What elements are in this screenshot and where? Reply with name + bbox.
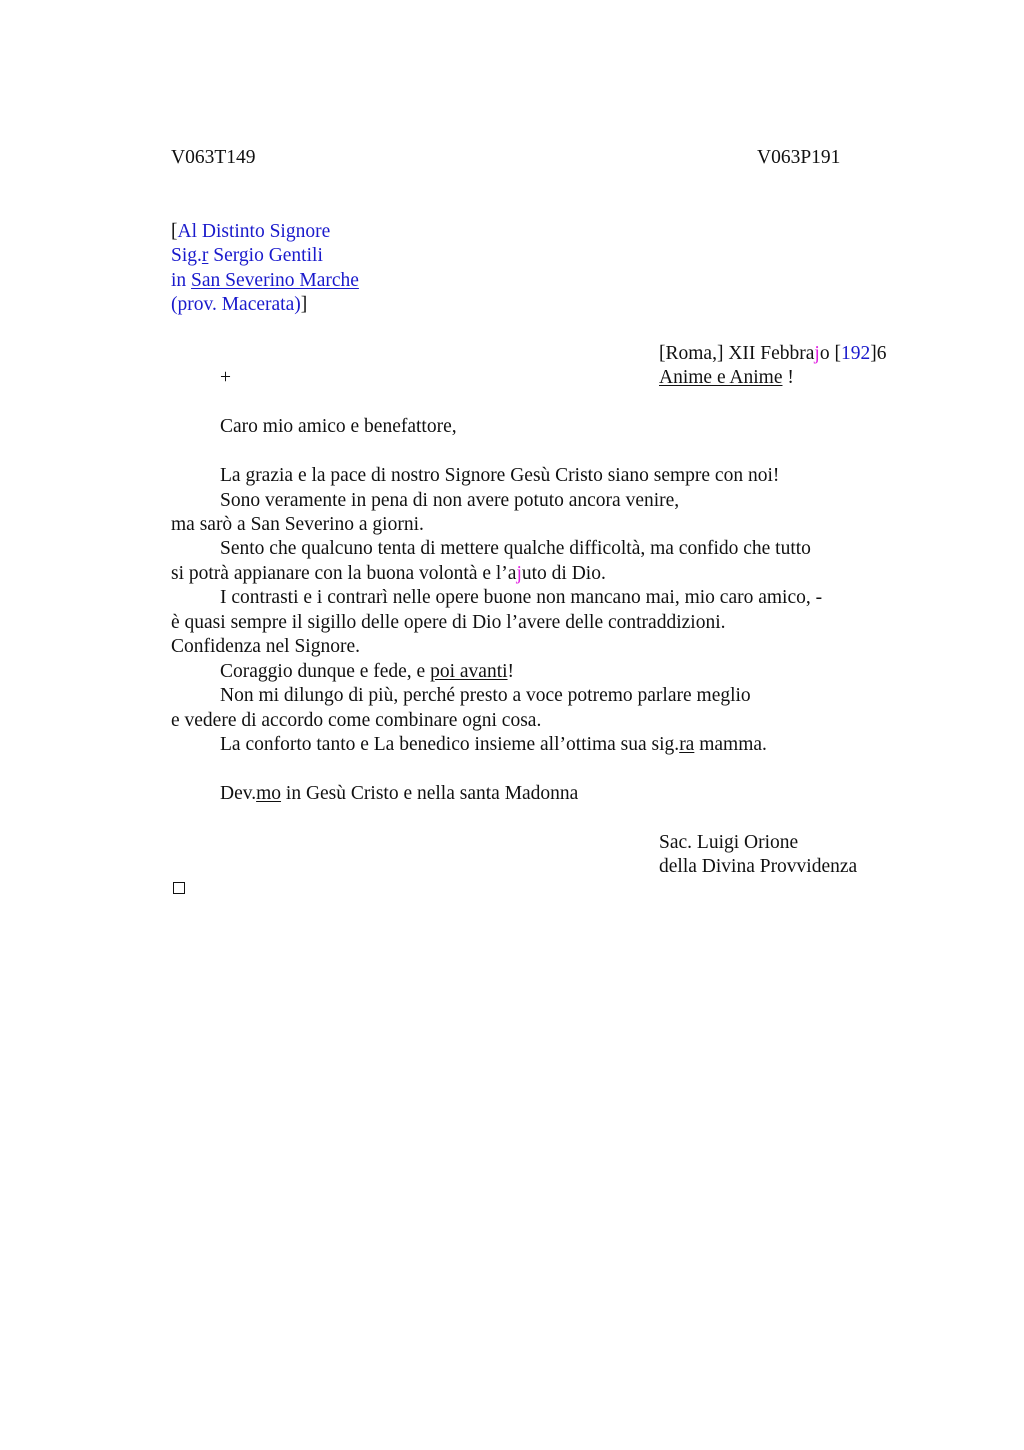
body-underlined-phrase: poi avanti [430, 661, 508, 682]
address-province: (prov. Macerata) [171, 294, 301, 315]
address-line-1 [171, 220, 330, 245]
address-abbreviation: r [201, 245, 209, 266]
address-bracket-close: ] [300, 294, 308, 315]
end-marker-square-icon [173, 882, 185, 894]
address-line-3: in San Severino Marche [171, 270, 359, 291]
dateline: [Roma,] XII Febbrajo [192]6 [659, 343, 887, 364]
address-line-2: Sig.r Sergio Gentili [171, 245, 323, 266]
body-line: ma sarò a San Severino a giorni. [171, 514, 424, 535]
body-line: Sono veramente in pena di non avere potuto ancora venire, [220, 490, 680, 511]
body-variant-letter: j [516, 563, 522, 584]
body-line: è quasi sempre il sigillo delle opere di Dio l’avere delle contraddizioni. [171, 612, 726, 633]
address-recipient-name: Sergio Gentili [208, 245, 323, 266]
signature-congregation: della Divina Provvidenza [659, 856, 858, 877]
body-line: Coraggio dunque e fede, e poi avanti! [220, 661, 515, 682]
body-line: Sento che qualcuno tenta di mettere qualche difficoltà, ma confido che tutto [220, 538, 811, 559]
body-abbreviation: ra [679, 734, 695, 755]
motto: Anime e Anime ! [659, 367, 794, 388]
salutation: Caro mio amico e benefattore, [220, 416, 457, 437]
signature-name: Sac. Luigi Orione [659, 832, 799, 853]
body-line: Confidenza nel Signore. [171, 636, 360, 657]
cross-symbol: + [220, 367, 231, 388]
body-line: Non mi dilungo di più, perché presto a voce potremo parlare meglio [220, 685, 751, 706]
address-place: San Severino Marche [191, 270, 359, 291]
dateline-year-fill: 192 [840, 343, 871, 364]
body-line: La grazia e la pace di nostro Signore Gesù Cristo siano sempre con noi! [220, 465, 780, 486]
body-line: I contrasti e i contrarì nelle opere buone non mancano mai, mio caro amico, - [220, 587, 823, 608]
motto-text: Anime e Anime [659, 367, 783, 388]
document-code-right: V063P191 [757, 147, 841, 168]
body-line: si potrà appianare con la buona volontà e l’ajuto di Dio. [171, 563, 606, 584]
address-bracket-open: [ [171, 221, 178, 242]
closing-abbreviation: mo [256, 783, 282, 804]
dateline-variant-letter: j [814, 343, 820, 364]
body-line: La conforto tanto e La benedico insieme all’ottima sua sig.ra mamma. [220, 734, 767, 755]
address-line-4 [171, 293, 307, 318]
closing-line: Dev.mo in Gesù Cristo e nella santa Madonna [220, 783, 579, 804]
address-recipient-title: Al Distinto Signore [177, 221, 331, 242]
document-code-left: V063T149 [171, 147, 256, 168]
body-line: e vedere di accordo come combinare ogni cosa. [171, 710, 542, 731]
